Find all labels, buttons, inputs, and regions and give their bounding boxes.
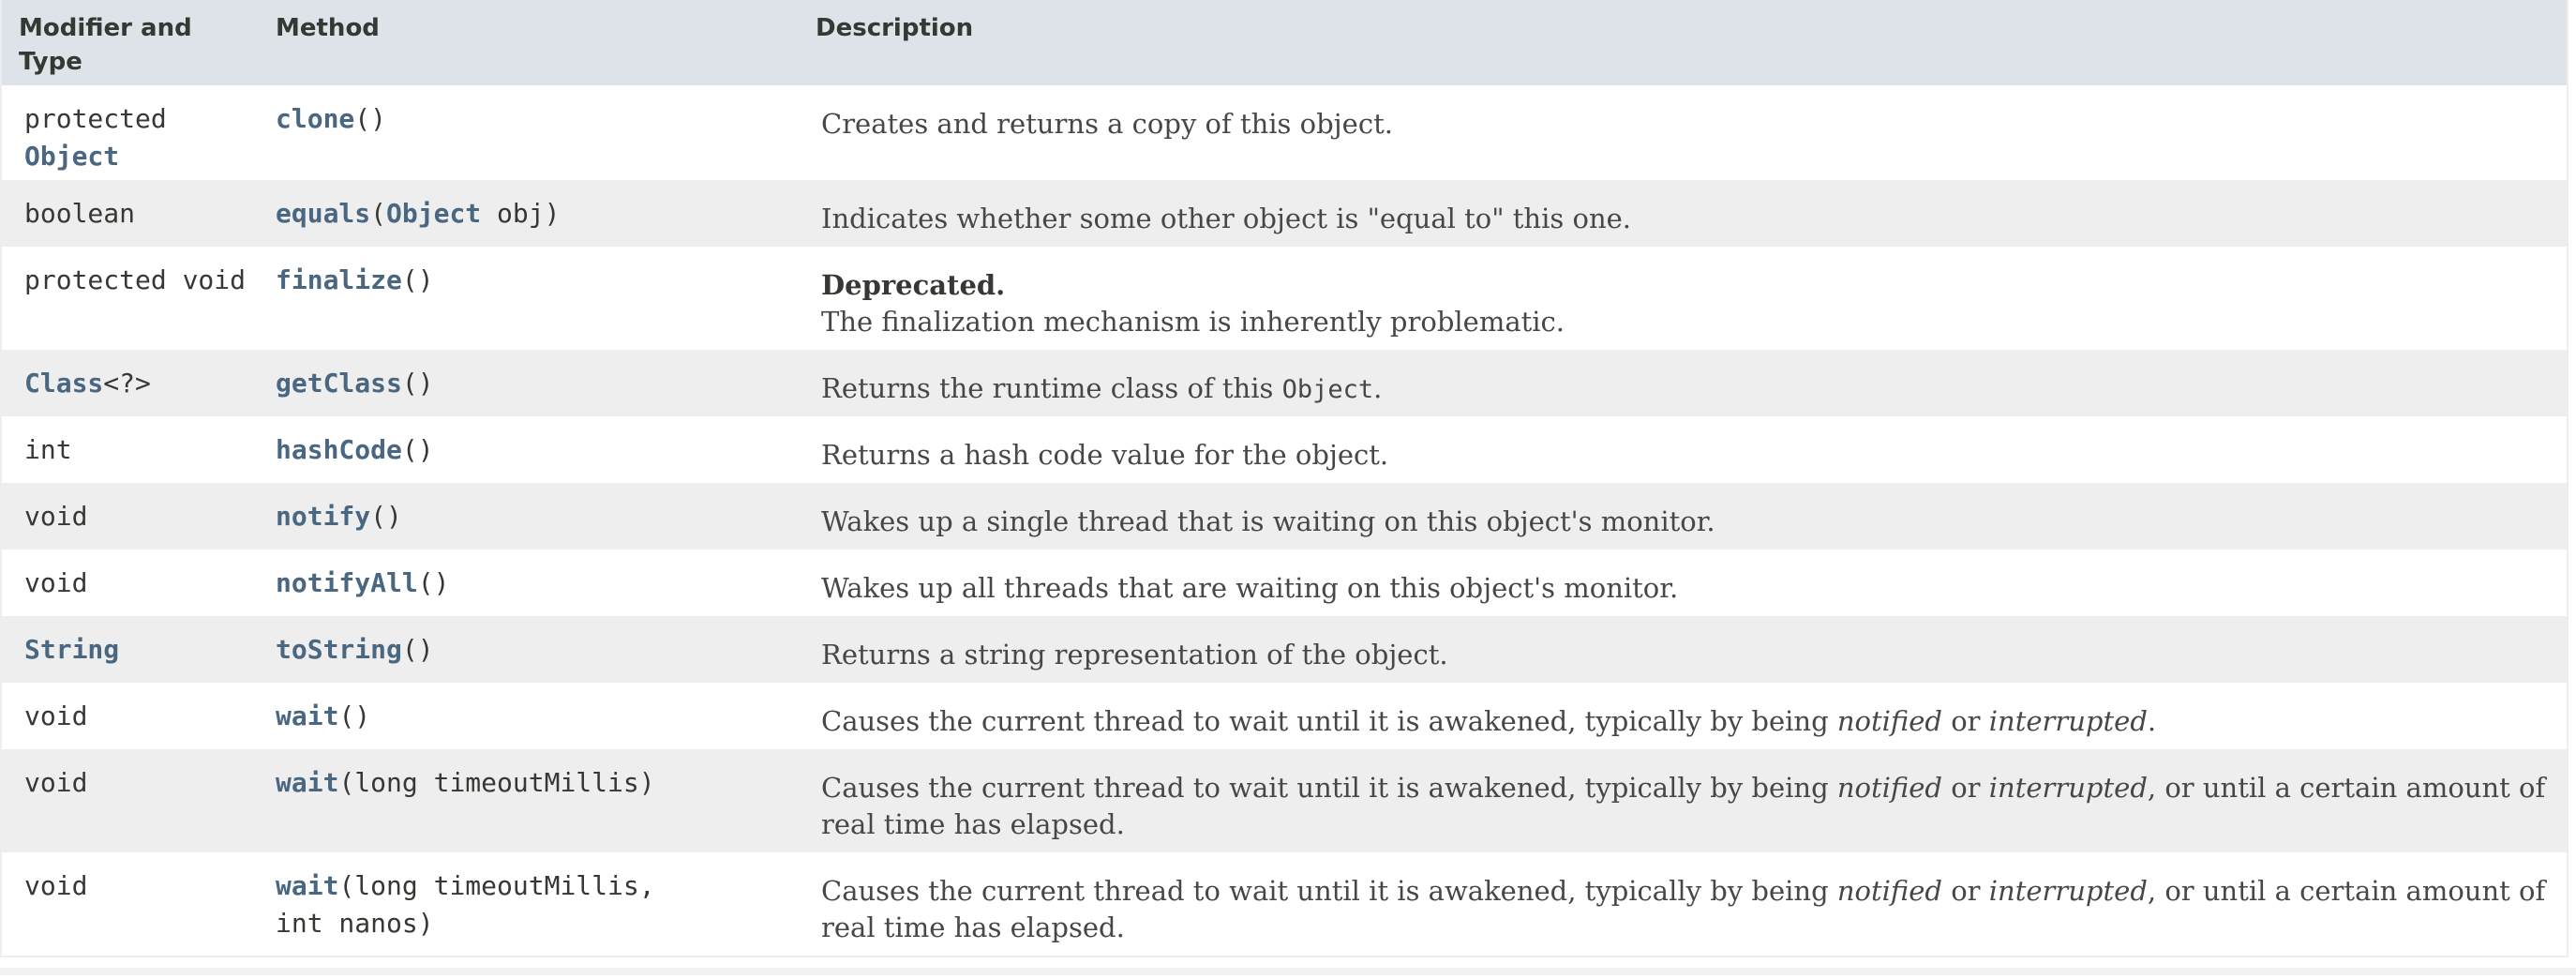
modifier-cell [2,616,259,686]
method-cell [259,350,799,421]
modifier-text: void [24,567,88,598]
table-bottom-divider [0,968,2576,975]
modifier-cell [2,852,259,959]
method-cell [259,852,799,959]
table-row [2,550,2567,616]
modifier-cell [2,483,259,553]
column-header-method: Method [276,14,380,42]
description-text: Returns a hash code value for the object. [821,439,1389,471]
description-code: Object [1281,375,1374,404]
method-params-line2: int nanos) [276,908,434,939]
modifier-cell [2,180,259,250]
method-link-finalize[interactable]: finalize [276,264,402,295]
description-text-or: or [1942,772,1989,804]
description-text: Returns the runtime class of this [821,372,1282,404]
description-text-or: or [1942,705,1989,737]
modifier-cell [2,683,259,753]
modifier-text: void [24,767,88,798]
method-params-line1: (long timeoutMillis, [338,870,655,901]
description-cell [799,683,2567,753]
description-text: The finalization mechanism is inherently problematic. [821,306,1565,338]
description-text: Wakes up all threads that are waiting on this object's monitor. [821,572,1679,604]
description-cell [799,483,2567,553]
class-type-link[interactable]: Class [24,368,104,399]
description-cell [799,247,2567,354]
method-link-hashcode[interactable]: hashCode [276,434,402,465]
description-text-end: , or until a certain amount of real time has elapsed. [821,875,2546,943]
modifier-text: protected void [24,264,247,295]
modifier-text: void [24,870,88,901]
description-text: Causes the current thread to wait until it is awakened, typically by being [821,875,1837,907]
modifier-cell [2,350,259,421]
modifier-cell [2,550,259,620]
description-text: Causes the current thread to wait until it is awakened, typically by being [821,705,1837,737]
method-params-open: ( [370,198,387,229]
method-cell [259,550,799,620]
description-cell [799,852,2567,959]
description-text: Causes the current thread to wait until it is awakened, typically by being [821,772,1837,804]
method-params: () [354,103,387,134]
method-params: () [401,264,434,295]
modifier-text: void [24,501,88,532]
table-header [2,0,2567,85]
description-text-end: , or until a certain amount of real time has elapsed. [821,772,2546,840]
table-row [2,85,2567,180]
description-emphasis-interrupted: interrupted [1988,875,2148,907]
method-link-notifyall[interactable]: notifyAll [276,567,418,598]
table-row [2,616,2567,683]
modifier-text: protected [24,103,167,134]
method-params: (long timeoutMillis) [338,767,655,798]
description-text: Creates and returns a copy of this object. [821,108,1393,140]
method-link-getclass[interactable]: getClass [276,368,402,399]
description-text: Indicates whether some other object is "equal to" this one. [821,203,1631,234]
description-cell [799,616,2567,686]
description-text-end: . [2147,705,2157,737]
method-params: () [401,434,434,465]
description-cell [799,350,2567,421]
column-header-modifier: Modifier and Type [19,14,192,76]
description-emphasis-notified: notified [1836,875,1942,907]
description-cell [799,180,2567,250]
column-header-description: Description [816,14,974,42]
modifier-cell [2,749,259,856]
param-type-object-link[interactable]: Object [386,198,482,229]
method-params: () [401,368,434,399]
description-block [821,698,2554,740]
method-cell [259,749,799,856]
description-emphasis-interrupted: interrupted [1988,772,2148,804]
modifier-text: void [24,700,88,731]
modifier-cell [2,416,259,487]
method-link-tostring[interactable]: toString [276,634,402,665]
modifier-text: boolean [24,198,136,229]
description-cell [799,416,2567,487]
description-emphasis-notified: notified [1836,705,1942,737]
description-cell [799,85,2567,188]
description-end: . [1373,372,1383,404]
method-params: () [370,501,402,532]
method-link-wait-timeout[interactable]: wait [276,767,339,798]
description-block [821,365,2554,408]
method-link-wait-nanos[interactable]: wait [276,870,339,901]
modifier-cell [2,247,259,354]
table-row [2,416,2567,483]
table-row [2,247,2567,350]
method-link-wait[interactable]: wait [276,700,339,731]
modifier-generic: <?> [103,368,151,399]
description-emphasis-interrupted: interrupted [1988,705,2148,737]
description-text-or: or [1942,875,1989,907]
method-params: () [401,634,434,665]
modifier-text: int [24,434,72,465]
description-cell [799,550,2567,620]
method-cell [259,247,799,354]
method-params-rest: obj) [481,198,561,229]
method-link-clone[interactable]: clone [276,103,355,134]
method-params: () [417,567,450,598]
method-cell [259,683,799,753]
method-link-notify[interactable]: notify [276,501,371,532]
table-row [2,749,2567,852]
table-row [2,350,2567,416]
method-cell [259,416,799,487]
description-text: Returns a string representation of the object. [821,639,1448,670]
string-type-link[interactable]: String [24,634,120,665]
table-row [2,180,2567,247]
method-cell [259,483,799,553]
description-block [821,764,2554,843]
table-row [2,683,2567,749]
method-cell [259,180,799,250]
modifier-cell [2,85,259,188]
description-block [821,867,2554,946]
table-row [2,483,2567,550]
description-block [821,262,2554,340]
method-cell [259,616,799,686]
object-type-link[interactable]: Object [24,141,120,172]
method-params: () [338,700,371,731]
method-cell [259,85,799,188]
table-row [2,852,2567,956]
method-link-equals[interactable]: equals [276,198,371,229]
description-cell [799,749,2567,856]
deprecated-label: Deprecated. [821,269,1006,301]
description-emphasis-notified: notified [1836,772,1942,804]
description-text: Wakes up a single thread that is waiting on this object's monitor. [821,505,1715,537]
